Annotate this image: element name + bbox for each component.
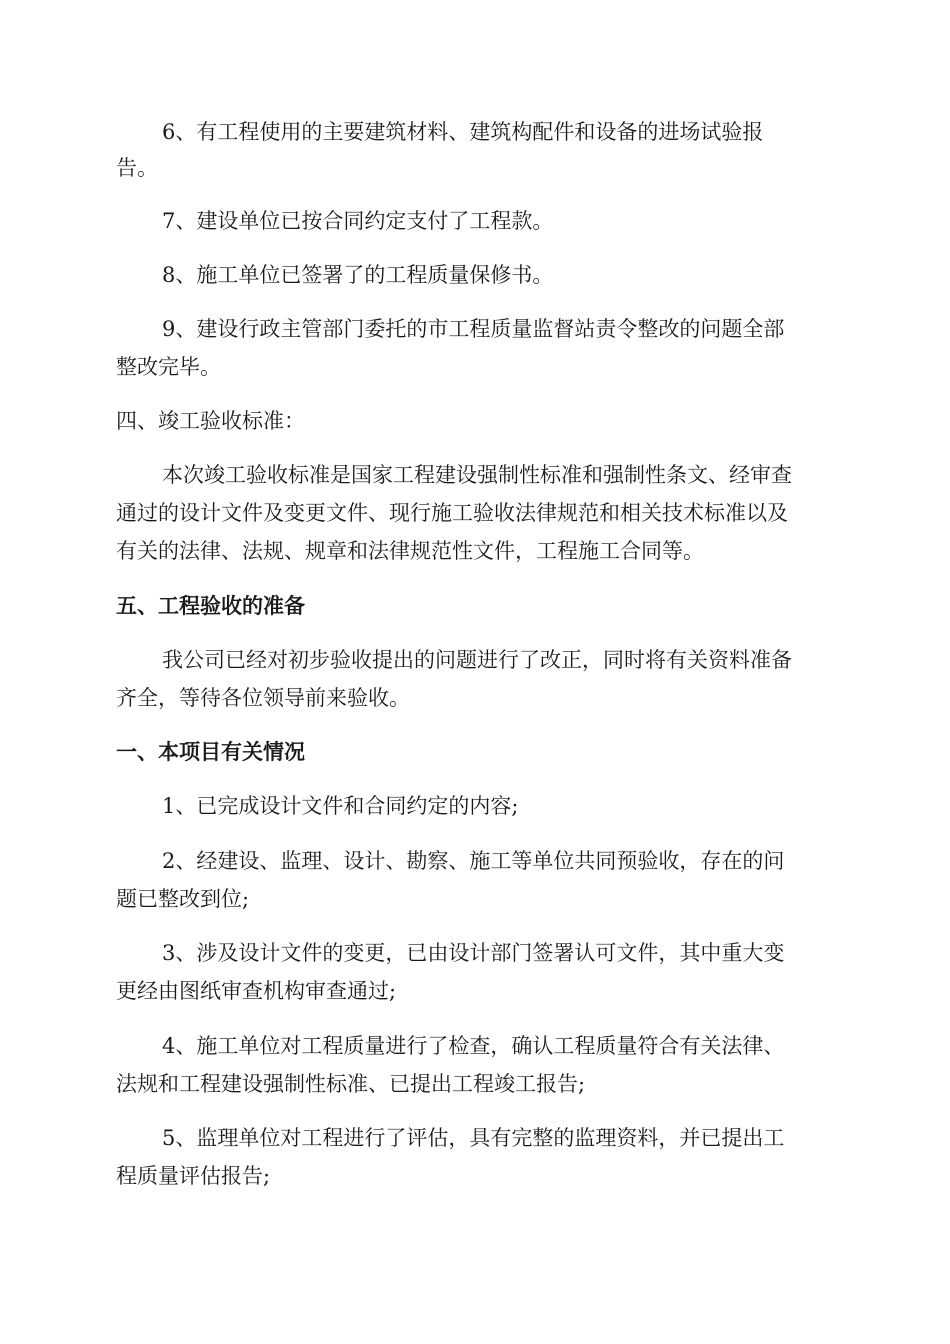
item-2-line-2: 题已整改到位; <box>116 887 250 911</box>
item-5-line-1: 5、监理单位对工程进行了评估，具有完整的监理资料，并已提出工 <box>162 1126 785 1150</box>
paragraph-7-line-1: 7、建设单位已按合同约定支付了工程款。 <box>162 209 554 233</box>
item-5-line-2: 程质量评估报告; <box>116 1164 271 1188</box>
item-4-line-2: 法规和工程建设强制性标准、已提出工程竣工报告; <box>116 1072 586 1096</box>
standard-paragraph-line-1: 本次竣工验收标准是国家工程建设强制性标准和强制性条文、经审查 <box>162 463 792 487</box>
paragraph-8-line-1: 8、施工单位已签署了的工程质量保修书。 <box>162 263 554 287</box>
section-heading-1: 一、本项目有关情况 <box>116 739 305 764</box>
item-2-line-1: 2、经建设、监理、设计、勘察、施工等单位共同预验收，存在的问 <box>162 849 785 873</box>
paragraph-6-line-2: 告。 <box>116 156 158 180</box>
standard-paragraph-line-2: 通过的设计文件及变更文件、现行施工验收法律规范和相关技术标准以及 <box>116 501 788 525</box>
item-3-line-2: 更经由图纸审查机构审查通过; <box>116 979 397 1003</box>
paragraph-9-line-1: 9、建设行政主管部门委托的市工程质量监督站责令整改的问题全部 <box>162 317 785 341</box>
item-3-line-1: 3、涉及设计文件的变更，已由设计部门签署认可文件，其中重大变 <box>162 941 785 965</box>
paragraph-6-line-1: 6、有工程使用的主要建筑材料、建筑构配件和设备的进场试验报 <box>162 120 764 144</box>
paragraph-9-line-2: 整改完毕。 <box>116 355 221 379</box>
item-4-line-1: 4、施工单位对工程质量进行了检查，确认工程质量符合有关法律、 <box>162 1034 785 1058</box>
preparation-paragraph-line-1: 我公司已经对初步验收提出的问题进行了改正，同时将有关资料准备 <box>162 648 792 672</box>
standard-paragraph-line-3: 有关的法律、法规、规章和法律规范性文件，工程施工合同等。 <box>116 539 704 563</box>
item-1-line-1: 1、已完成设计文件和合同约定的内容; <box>162 794 519 818</box>
section-heading-5: 五、工程验收的准备 <box>116 593 305 618</box>
preparation-paragraph-line-2: 齐全，等待各位领导前来验收。 <box>116 686 410 710</box>
section-heading-4: 四、竣工验收标准： <box>116 409 305 433</box>
